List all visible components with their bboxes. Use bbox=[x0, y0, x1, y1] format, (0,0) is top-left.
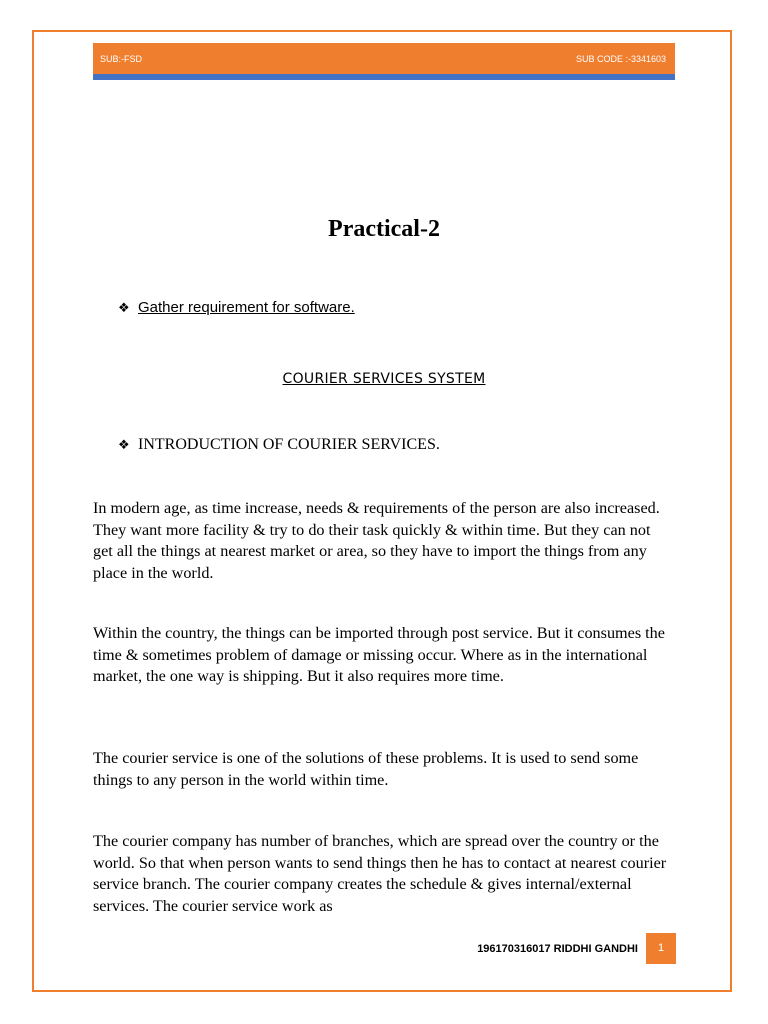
bullet-gather-text: Gather requirement for software. bbox=[138, 299, 355, 316]
paragraph: In modern age, as time increase, needs & requirements of the person are also increased. They want more facility & try to do their task quickly & within time. But they can not get all the things at nearest market or area, so they have to import the things from any place in the world. bbox=[93, 499, 660, 582]
subject-label: SUB:-FSD bbox=[100, 54, 143, 64]
paragraph: The courier company has number of branches, which are spread over the country or the world. So that when person wants to send things then he has to contact at nearest courier service branch. The courier company creates the schedule & gives internal/external services. The courier service work as bbox=[93, 832, 667, 915]
section-subtitle: COURIER SERVICES SYSTEM bbox=[282, 371, 486, 387]
page-title: Practical-2 bbox=[328, 216, 440, 242]
header-bar bbox=[93, 43, 675, 74]
bullet-gather-requirement bbox=[118, 299, 355, 316]
page-number-badge: 1 bbox=[646, 933, 676, 964]
sub-code-label: SUB CODE :-3341603 bbox=[575, 54, 666, 64]
diamond-bullet-icon: ❖ bbox=[118, 301, 130, 316]
diamond-bullet-icon: ❖ bbox=[118, 438, 130, 453]
header-rule bbox=[93, 74, 675, 80]
bullet-intro-text: INTRODUCTION OF COURIER SERVICES. bbox=[138, 436, 440, 453]
footer-author: 196170316017 RIDDHI GANDHI bbox=[477, 943, 638, 955]
paragraph: The courier service is one of the solutions of these problems. It is used to send some things to any person in the world within time. bbox=[93, 749, 639, 789]
bullet-introduction bbox=[118, 436, 440, 454]
paragraph: Within the country, the things can be imported through post service. But it consumes the time & sometimes problem of damage or missing occur. Where as in the international market, the one way is shipping. But it also requires more time. bbox=[93, 624, 665, 685]
